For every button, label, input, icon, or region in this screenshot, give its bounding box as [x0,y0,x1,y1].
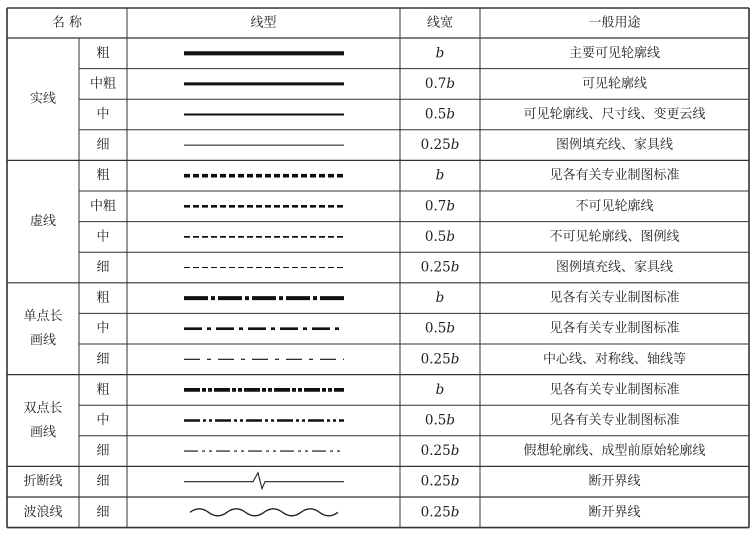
row-width-variable: b [446,228,456,245]
group-name-line2: 画线 [29,425,57,440]
row-width-number: 0.7 [424,198,447,215]
row-width-variable: b [446,106,456,123]
header-name: 名 称 [51,15,83,31]
row-weight: 细 [96,443,110,459]
row-usage: 可见轮廓线、尺寸线、变更云线 [523,107,706,122]
table-content [23,15,705,521]
row-width [436,290,445,306]
row-usage: 见各有关专业制图标准 [549,321,680,337]
row-width-number: 0.25 [420,473,451,490]
group-name: 实线 [29,91,57,107]
row-usage: 见各有关专业制图标准 [549,290,680,306]
row-width-variable: b [450,259,460,276]
row-width [421,474,460,490]
row-width-variable: b [450,473,460,490]
row-width-variable: b [450,504,460,521]
row-usage: 主要可见轮廓线 [568,45,661,61]
row-width [436,45,445,61]
row-weight: 中粗 [89,198,117,214]
row-usage: 断开界线 [588,474,641,490]
row-width-variable: b [446,75,456,92]
row-usage: 图例填充线、家具线 [555,260,674,275]
row-width-number: 0.5 [424,320,447,337]
row-usage: 不可见轮廓线 [575,198,654,214]
row-width-variable: b [446,412,456,429]
row-width-variable: b [435,381,445,398]
row-width [421,504,460,520]
row-width [425,107,455,123]
row-width [425,76,455,92]
row-width-variable: b [450,137,460,154]
row-width-number: 0.5 [424,228,447,245]
group-name-line1: 单点长 [23,309,63,325]
break-line-sample [184,473,344,489]
row-weight: 粗 [96,290,110,306]
row-usage: 中心线、对称线、轴线等 [542,351,687,367]
row-width-variable: b [450,443,460,460]
row-weight: 中粗 [89,76,117,92]
group-name: 波浪线 [23,504,63,520]
row-width [436,382,445,398]
group-name: 虚线 [29,214,57,230]
row-weight: 粗 [96,382,110,398]
row-width [421,351,460,367]
header-width: 线宽 [426,15,454,31]
row-width-number: 0.7 [424,75,447,92]
row-width-variable: b [450,351,460,368]
row-usage: 不可见轮廓线、图例线 [549,229,680,245]
row-weight: 中 [96,229,110,245]
row-width [421,260,460,276]
row-usage: 断开界线 [588,504,641,520]
row-weight: 中 [96,413,110,428]
row-width-variable: b [435,167,445,184]
header-usage: 一般用途 [588,15,641,31]
row-width-number: 0.5 [424,412,447,429]
row-width-number: 0.25 [420,504,451,521]
row-width [436,168,445,184]
row-usage: 图例填充线、家具线 [555,137,674,153]
row-width-variable: b [446,320,456,337]
row-weight: 粗 [96,168,110,184]
row-usage: 可见轮廓线 [581,76,648,92]
row-weight: 细 [96,504,110,520]
row-usage: 见各有关专业制图标准 [549,168,680,184]
row-weight: 粗 [96,45,110,61]
row-width-number: 0.25 [420,137,451,154]
row-width-number: 0.25 [420,443,451,460]
row-width-number: 0.5 [424,106,447,123]
row-weight: 细 [96,351,110,367]
row-usage: 假想轮廓线、成型前原始轮廓线 [523,443,706,459]
row-width [421,137,460,153]
wave-line-sample [190,509,338,516]
row-width [425,198,455,214]
row-width [425,229,455,245]
row-width [425,321,455,337]
row-weight: 细 [96,137,110,153]
row-width-number: 0.25 [420,351,451,368]
row-width-variable: b [435,290,445,307]
row-width-variable: b [435,45,445,62]
group-name-line2: 画线 [29,333,57,349]
row-weight: 中 [96,107,110,122]
row-weight: 细 [96,260,110,275]
row-width-variable: b [446,198,456,215]
group-name: 折断线 [23,474,63,490]
row-weight: 中 [96,321,110,337]
row-width [421,443,460,459]
header-line-type: 线型 [250,15,277,31]
row-usage: 见各有关专业制图标准 [549,413,680,428]
row-usage: 见各有关专业制图标准 [549,382,680,398]
group-name-line1: 双点长 [23,401,63,416]
row-width-number: 0.25 [420,259,451,276]
row-width [425,413,455,429]
row-weight: 细 [96,474,110,490]
